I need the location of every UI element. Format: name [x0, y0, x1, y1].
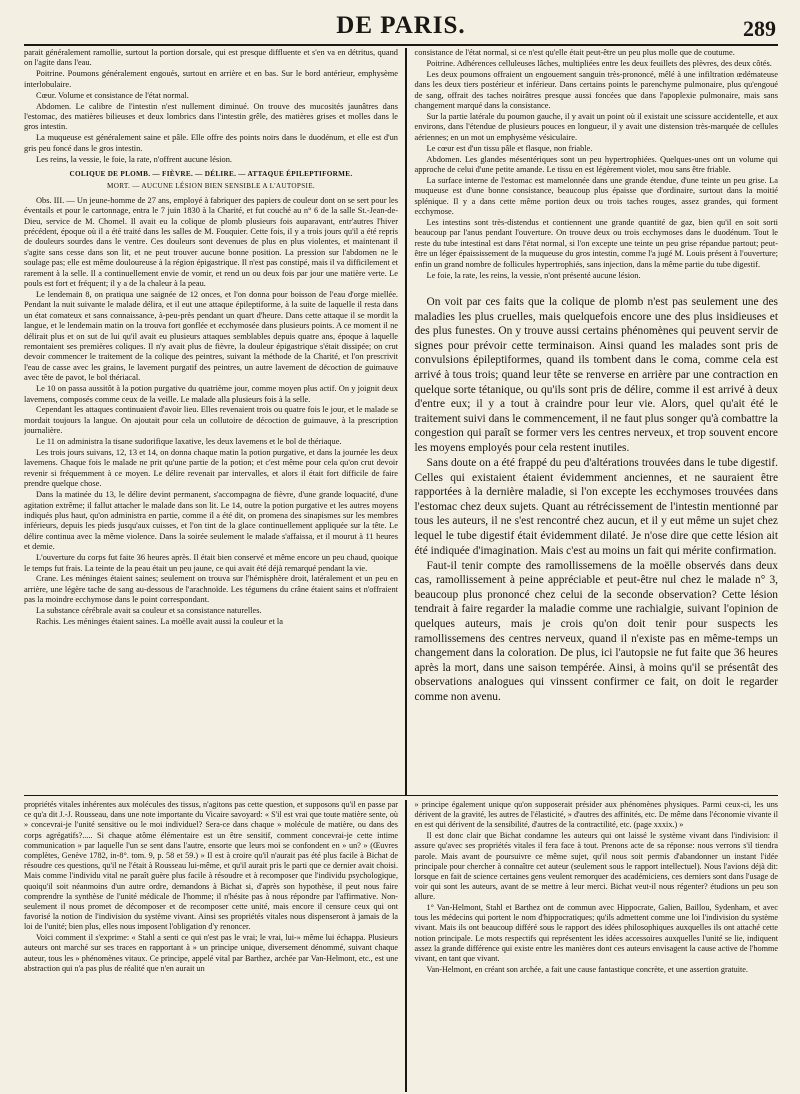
paragraph: Abdomen. Les glandes mésentériques sont un peu hypertrophiées. Quelques-unes ont un volume qui approche de celui d'une petite amande. Le tissu en est légèrement violet, mou sans être friable.: [414, 154, 778, 174]
commentary-paragraph: On voit par ces faits que la colique de plomb n'est pas seulement une des maladies les plus cruelles, mais quelquefois encore une des plus insidieuses et des plus funestes. On y trouve aussi certains phénomènes qui peuvent servir de signes pour prévoir cette terminaison. Ainsi quand les malades sont pris de convulsions épileptiformes, quand ils tombent dans le coma, comme cela est arrivé à tous trois; quand leur tête se renverse en arrière par une contraction en quelque sorte tétanique, ou qu'ils sont pris de délire, comme il est arrivé à deux d'entre eux; il y a tout à craindre pour leur vie. Alors, quel qu'ait été le traitement suivi dans le commencement, il ne faut plus songer qu'à combattre la congestion qui paraît se former vers les centres nerveux, et trop souvent encore les moyens employés pour cela restent inutiles.: [414, 295, 778, 454]
observation-heading: COLIQUE DE PLOMB. — FIÈVRE. — DÉLIRE. — ATTAQUE ÉPILEPTIFORME.: [69, 169, 353, 178]
paragraph: La muqueuse est généralement saine et pâle. Elle offre des points noirs dans le duodénum, et elle est d'un gris peu foncé dans le gros intestin.: [24, 133, 398, 153]
commentary-paragraph: Faut-il tenir compte des ramollissemens de la moëlle observés dans deux cas, ramollissement à peine appréciable et peut-être nul chez le malade n° 3, beaucoup plus prononcé chez celui de la seconde observation? Cette lésion tendrait à faire regarder la maladie comme une rachialgie, suivant l'opinion de quelques auteurs, mais je crois qu'on doit tenir pour suspects les ramollissemens des centres nerveux, quand il n'existe pas en même-temps un changement dans la coloration. De plus, ici l'autopsie ne fut faite que 36 heures après la mort, dans une saison tempérée. Ainsi, à moins qu'il se présentât des observations analogues qui vinssent confirmer ce fait, on doit le regarder comme non avenu.: [414, 559, 778, 703]
paragraph: Il est donc clair que Bichat condamne les auteurs qui ont laissé le système vivant dans l'indivision: il assure qu'avec ses propriétés vitales il fera face à tout. Prenons acte de sa réponse: nous verrons s'il tiendra parole. Mais avant de poursuivre ce même sujet, qu'il nous soit permis d'abandonner un instant l'idée principale pour chercher à connaître cet auteur (seulement sous le rapport intellectuel). Nous l'avions déjà dit: lorsque en fait de science certaines gens veulent remorquer des académiciens, ces derniers sont dans l'usage de voir qui sont les auteurs, avant de se mettre à leur merci. Bichat veut-il nous régenter? étudions un peu son allure.: [414, 831, 778, 902]
paragraph: Crane. Les méninges étaient saines; seulement on trouva sur l'hémisphère droit, latéralement et un peu en arrière, une légère tache de sang au-dessous de l'arachnoïde. Les tégumens du crâne étaient sains et n'offraient pas la moindre ecchymose dans le point correspondant.: [24, 574, 398, 605]
page-title: DE PARIS.: [336, 12, 466, 39]
lower-section: [24, 800, 778, 1092]
paragraph: Poitrine. Poumons généralement engoués, surtout en arrière et en bas. Sur le bord antérieur, emphysème interlobulaire.: [24, 69, 398, 89]
paragraph: La surface interne de l'estomac est mamelonnée dans une grande étendue, d'une teinte un peu grise. La muqueuse est d'une bonne consistance, beaucoup plus épaisse que d'ordinaire, surtout dans la moitié splénique. Il y a dans cette même portion deux ou trois taches rouges, assez grandes, qui forment ecchymose.: [414, 175, 778, 217]
paragraph: 1° Van-Helmont, Stahl et Barthez ont de commun avec Hippocrate, Galien, Baillou, Sydenham, et avec tous les médecins qui portent le nom d'hippocratiques; qu'ils admettent comme une loi l'indivision du système vivant. Mais ils ont beaucoup différé sous le rapport des idées philosophiques auxquelles ils ont attaché cette notion principale. Le mots respectifs qui représentent les idées accessoires auxquelles l'unité se lie, indiquent assez la grande différence qui existe entre les manières dont ces auteurs envisagent la cause active de l'homme vivant, en tant que vivant.: [414, 903, 778, 964]
paragraph: Cœur. Volume et consistance de l'état normal.: [36, 90, 189, 100]
page-number: 289: [743, 16, 776, 41]
paragraph: » principe également unique qu'on supposerait présider aux phénomènes physiques. Parmi ceux-ci, les uns dérivent de la gravité, les autres de l'élasticité, » d'autres des affinités, etc. De même dans l'économie vivante il en est qui dérivent de la sensibilité, d'autres de la contractilité, etc. (page xxxix.) »: [414, 800, 778, 830]
paragraph: Le 11 on administra la tisane sudorifique laxative, les deux lavemens et le bol de thériaque.: [36, 437, 342, 447]
lower-right-column: [407, 800, 779, 1092]
paragraph: Dans la matinée du 13, le délire devint permanent, s'accompagna de fièvre, d'une grande loquacité, d'une agitation extrême; il fallut attacher le malade dans son lit. Le 14, outre la potion purgative et les autres moyens indiqués plus haut, qu'on administra en partie, comme il a été dit, on promena des sinapismes sur les membres inférieurs, depuis les pieds jusqu'aux cuisses, et l'on tint de la glace continuellement appliquée sur la tête. Le délire continua avec la même violence. Dans la soirée seulement le malade s'affaissa, et il mourut à 11 heures et demie.: [24, 490, 398, 552]
paragraph: Les reins, la vessie, le foie, la rate, n'offrent aucune lésion.: [36, 154, 232, 164]
paragraph: L'ouverture du corps fut faite 36 heures après. Il était bien conservé et même encore un peu chaud, quoique le temps fut frais. La teinte de la peau était un peu jaune, ce qui avait été déjà remarqué pendant la vie.: [24, 553, 398, 573]
paragraph: Les deux poumons offraient un engouement sanguin très-prononcé, mêlé à une infiltration œdémateuse dans les deux tiers postérieur et inférieur. Dans certains points le parenchyme pulmonaire, plus qu'engoué de sang, offrait des taches noirâtres presque aussi foncées que dans l'apoplexie pulmonaire, mais sans changement marqué dans la consistance.: [414, 69, 778, 111]
paragraph: Cependant les attaques continuaient d'avoir lieu. Elles revenaient trois ou quatre fois le jour, et le malade se mordait toujours la langue. On ajoutait pour cela un collutoire de décoction de guimauve, à la prescription journalière.: [24, 405, 398, 436]
observation-subheading: MORT. — AUCUNE LÉSION BIEN SENSIBLE A L'AUTOPSIE.: [107, 182, 315, 191]
masthead: [24, 12, 778, 46]
paragraph: Le cœur est d'un tissu pâle et flasque, non friable.: [426, 143, 593, 153]
paragraph: consistance de l'état normal, si ce n'est qu'elle était peut-être un peu plus molle que de coutume.: [414, 48, 735, 57]
paragraph: Les intestins sont très-distendus et contiennent une grande quantité de gaz, bien qu'il en soit sorti beaucoup par l'anus pendant l'ouverture. On trouve deux ou trois ecchymoses dans le duodénum. Tout le reste du tube intestinal est dans l'état normal, si l'on excepte une teinte un peu grise répandue partout; peut-être un léger épaississement de la muqueuse du gros intestin, comme l'a jugé M. Louis présent à l'ouverture; enfin un grand nombre de follicules hypertrophiés, sans injection, dans la même partie du tube digestif.: [414, 218, 778, 269]
paragraph: Poitrine. Adhérences celluleuses lâches, multipliées entre les deux feuillets des plèvres, des deux côtés.: [426, 58, 772, 68]
paragraph: Van-Helmont, en créant son archée, a fait une cause fantastique concrète, et une assertion gratuite.: [426, 964, 748, 974]
upper-left-column: [24, 48, 405, 795]
paragraph: Le lendemain 8, on pratiqua une saignée de 12 onces, et l'on donna pour boisson de l'eau d'orge miellée. Pendant la nuit suivante le malade délira, et il eut une attaque épileptiforme, à la suite de laquelle il resta dans un état comateux et sans connaissance, à-peu-près pendant un quart d'heure. Dans cette attaque il se mordit la langue, et le lendemain matin on la trouva fort gonflée et ecchymosée dans plusieurs points. A ce moment il ne délirait plus et on sut de lui qu'il avait eu plusieurs attaques semblables depuis quatre ans, époque à laquelle remontaient ses premières coliques. Il n'y avait plus de fièvre, la douleur épigastrique s'était dissipée; on crut devoir commencer le traitement de la colique des peintres, suivant la méthode de la Charité, et l'on prescrivit l'eau de casse avec les grains, le lavement purgatif des peintres, un autre lavement de décoction de guimauve avec tête de pavot, le bol thériacal.: [24, 289, 398, 383]
paragraph: Obs. III. — Un jeune-homme de 27 ans, employé à fabriquer des papiers de couleur dont on se sert pour les éventails et pour le cartonnage, entra le 7 juin 1830 à la Charité, et fut couché au n° 6 de la salle St.-Jean-de-Dieu, service de M. Chomel. Il avait eu la colique de plomb plusieurs fois auparavant, entr'autres l'hiver précédent, époque où il a été traité dans les salles de M. Fouquier. Cette fois, il y a trois jours qu'il a été repris de douleurs sourdes dans le ventre. Ces douleurs sont devenues de plus en plus violentes, et maintenant il s'agite sans cesse dans son lit, et ne peut trouver aucune bonne position. La pression sur l'abdomen ne le soulage pas; elle est même douloureuse à la région épigastrique. Il n'est pas constipé, mais il va difficilement et rarement à la selle. Il a continuellement envie de vomir, et rend un ou deux fois par jour une matière verte. Le pouls est fort et fréquent; il y a de la chaleur à la peau.: [24, 195, 398, 289]
paragraph: Voici comment il s'exprime: « Stahl a senti ce qui n'est pas le vrai; le vrai, lui-» même lui échappa. Plusieurs auteurs ont marché sur ses traces en rapportant à » un principe unique, diversement dénommé, suivant chaque auteur, tous les » phénomènes vitaux. Ce principe, appelé vital par Barthez, archée par Van-Helmont, etc., est une abstraction qui n'a pas plus de réalité que n'en aurait un: [24, 933, 398, 973]
paragraph: propriétés vitales inhérentes aux molécules des tissus, n'agitons pas cette question, et supposons qu'il en passe par ce qu'a dit J.-J. Rousseau, dans une note importante du Vicaire savoyard: « S'il est vrai que toute matière sente, où » concevrai-je l'unité sensitive ou le moi individuel? Sera-ce dans chaque » molécule de matière, ou dans des corps agrégatifs?..... Si chaque atôme élémentaire est un être sensitif, comment concevrai-je cette intime communication » par laquelle l'un se sent dans l'autre, ensorte que leurs moi se confondent en » un? » (Œuvres complètes, Genève 1782, in-8°. tom. 9, p. 58 et 59.) » Il est à croire qu'il n'aurait pas été plus facile à Bichat de résoudre ces questions, qu'il ne l'était à Rousseau lui-même, et qu'il aurait pris le parti que ce dernier avait choisi. Mais comme l'individu vital ne paraît guère plus facile à résoudre et à recomposer que l'individu psychologique, quoiqu'il soit néanmoins d'un autre ordre, demandons à Bichat si, d'après son hypothèse, il peut nous faire comprendre la synthèse de l'unité médicale de l'homme; il n'hésite pas à nous répondre par l'affirmative. Non-seulement il nous promet de décomposer et de recomposer cette unité, mais encore il censure ceux qui ont favorisé la notion de l'indivision du système vivant. Ainsi ses propriétés vitales nous dispenseront à jamais de la loi de l'unité; bien plus, elles nous imposent l'obligation d'y renoncer.: [24, 800, 398, 932]
paragraph: Le 10 on passa aussitôt à la potion purgative du quatrième jour, comme moyen plus actif. On y joignit deux lavemens, composés comme ceux de la veille. Le malade alla plusieurs fois à la selle.: [24, 384, 398, 404]
lower-left-column: [24, 800, 405, 1092]
paragraph: Le foie, la rate, les reins, la vessie, n'ont présenté aucune lésion.: [426, 270, 641, 280]
upper-right-column: [407, 48, 779, 795]
paragraph: Abdomen. Le calibre de l'intestin n'est nullement diminué. On trouve des mucosités jaunâtres dans l'estomac, des matières bilieuses et deux lombrics dans l'intestin grêle, des matières grises et molles dans le gros intestin.: [24, 101, 398, 132]
paragraph: La substance cérébrale avait sa couleur et sa consistance naturelles.: [36, 606, 262, 616]
paragraph: Rachis. Les méninges étaient saines. La moëlle avait aussi la couleur et la: [36, 617, 283, 627]
commentary-paragraph: Sans doute on a été frappé du peu d'altérations trouvées dans le tube digestif. Celles qui existaient étaient évidemment anciennes, et ne sauraient être rapportées à la dernière maladie, si l'on excepte les ecchymoses trouvées dans l'estomac chez deux sujets. Quant au rétrécissement de l'intestin mentionné par tous les auteurs, il ne s'est rencontré chez aucun, et il y eut même un sujet chez lequel le tube digestif était évidemment dilaté. Je n'ose dire que cette lésion ait été indiquée d'imagination. Mais c'est au moins un fait qui mérite confirmation.: [414, 456, 778, 557]
paragraph: Les trois jours suivans, 12, 13 et 14, on donna chaque matin la potion purgative, et dans la journée les deux lavemens. Chaque fois le malade ne prit qu'une partie de la potion; et c'est même pour cela qu'on crut devoir revenir si fréquemment à ce moyen. Le délire revenait par intervalles, et alors il était fort difficile de faire prendre quelque chose.: [24, 448, 398, 489]
upper-section: [24, 48, 778, 796]
paragraph: parait généralement ramollie, surtout la portion dorsale, qui est presque diffluente et s'en va en détritus, quand on l'agite dans l'eau.: [24, 48, 398, 68]
paragraph: Sur la partie latérale du poumon gauche, il y avait un point où il existait une scissure accidentelle, et aux environs, dans l'étendue de plusieurs pouces en longueur, il y avait une distension très-marquée de cellules aériennes; en un mot un emphysème vésiculaire.: [414, 111, 778, 142]
